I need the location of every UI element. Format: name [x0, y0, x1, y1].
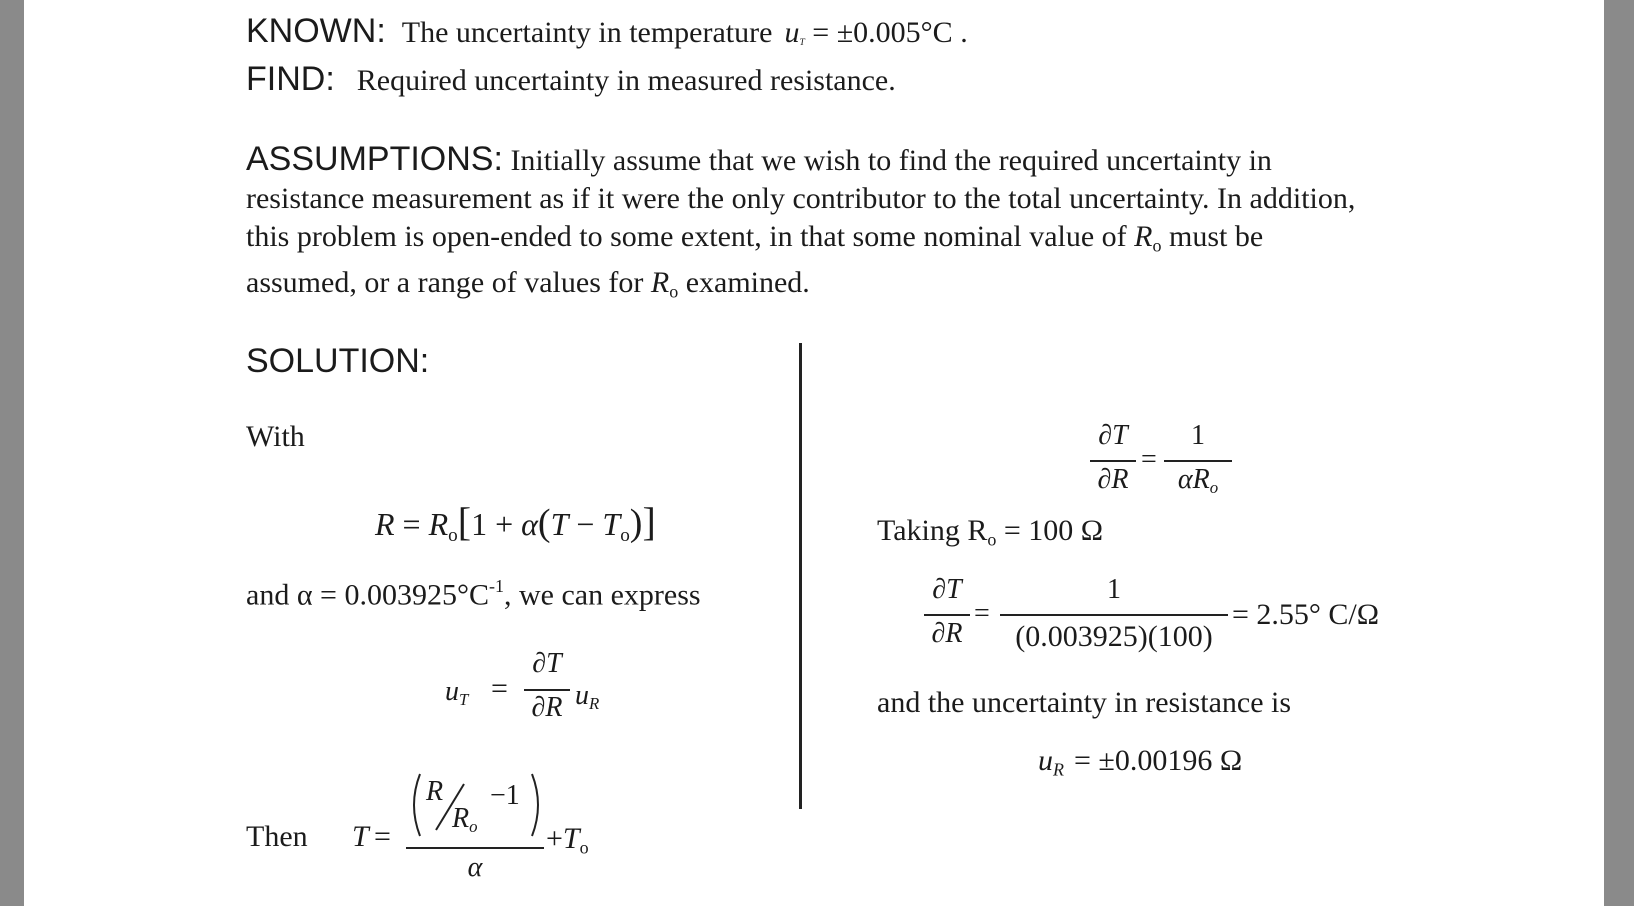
known-text: The uncertainty in temperature: [401, 16, 773, 49]
known-line: KNOWN: The uncertainty in temperature $u_T = \pm 0.005^\circ C$ .: [246, 12, 968, 50]
find-label: FIND:: [246, 60, 335, 98]
find-text: Required uncertainty in measured resistance.: [356, 64, 896, 97]
equation-resistance-uncertainty: $u_R = \pm 0.00196$ Ω: [1038, 744, 1243, 780]
then-text: Then: [246, 820, 308, 853]
document-page: KNOWN: The uncertainty in temperature $u_T = \pm 0.005^\circ C$ . FIND: Required uncertainty in measured resistance. ASSUMPTIONS: Initially assume that we wish to find the required uncertainty in resistance measurement as if it were the only contributor to the total uncertainty. In addition, this problem is open-ended to some extent, in that some nominal value of $R_o$ must be assumed, or a range of values for $R_o$ examined. SOLUTION: With $R = R_o[1 + \alpha(T - T_o)]$ and $\alpha = 0.003925^\circ C^{-1}$, we can express $u_T$ = ∂T ∂R $u_R$ Then T = R $R_o$ −1 α $+T_o$ ∂T ∂R = 1 $\alpha R_o$ Taking $R_o = 100$ Ω ∂T ∂R = 1 (0.003925)(100) = 2.55° C/Ω and the uncertainty in resistance is $u_R = \pm 0.00196$ Ω: [24, 0, 1604, 906]
with-text: With: [246, 420, 305, 453]
known-label: KNOWN:: [246, 12, 386, 50]
find-line: [246, 60, 896, 99]
column-divider: [799, 343, 802, 809]
alpha-line: and $\alpha = 0.003925^\circ C^{-1}$, we can express: [246, 576, 701, 612]
equation-resistance: $R = R_o[1 + \alpha(T - T_o)]$: [375, 499, 656, 546]
assumptions-paragraph: ASSUMPTIONS: Initially assume that we wish to find the required uncertainty in resistance measurement as if it were the only contributor to the total uncertainty. In addition, this problem is open-ended to some extent, in that some nominal value of $R_o$ must be assumed, or a range of values for $R_o$ examined.: [246, 140, 1356, 302]
taking-line: Taking $R_o = 100$ Ω: [877, 514, 1104, 550]
derivative-result: = 2.55° C/Ω: [1232, 598, 1380, 631]
assumptions-label: ASSUMPTIONS:: [246, 140, 503, 178]
solution-label: SOLUTION:: [246, 342, 430, 380]
uncertainty-text: and the uncertainty in resistance is: [877, 686, 1292, 719]
known-value: = ±0.005°C .: [804, 16, 968, 49]
